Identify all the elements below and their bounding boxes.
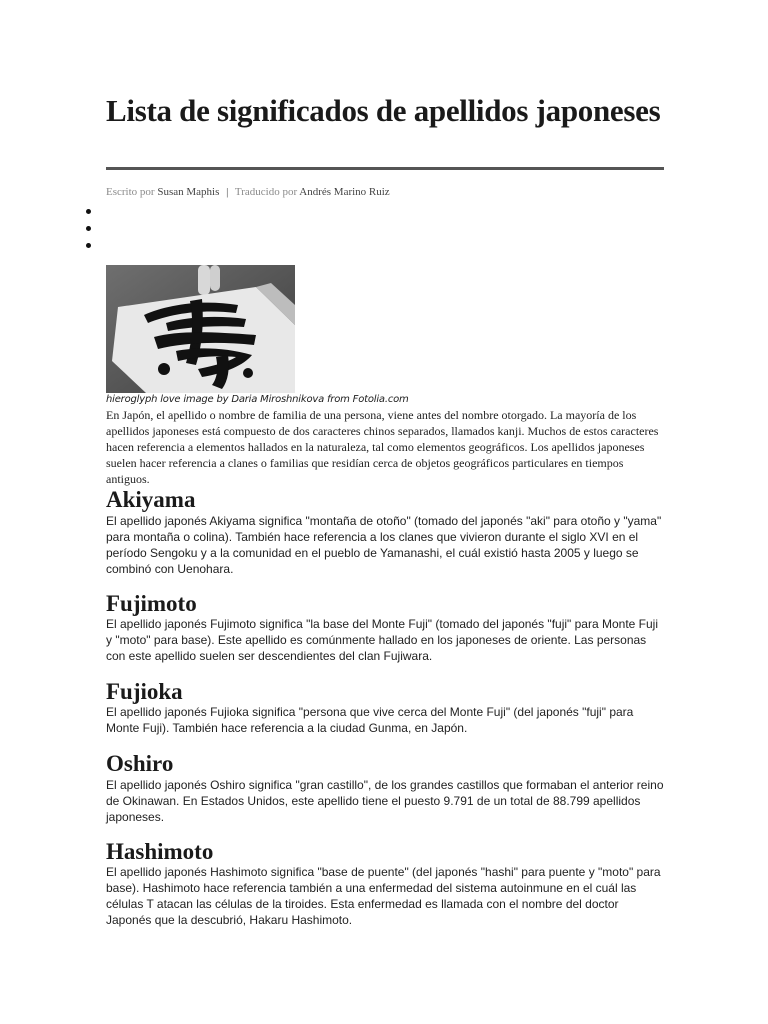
byline — [106, 186, 390, 198]
byline-translated-prefix: Traducido por — [234, 186, 298, 198]
bullet-icon — [86, 243, 91, 248]
section-body: El apellido japonés Oshiro significa "gran castillo", de los grandes castillos que formaban el anterior reino de Okinawan. En Estados Unidos, este apellido tiene el puesto 9.791 de un total de 88.799 apellidos japoneses. — [106, 778, 664, 824]
intro-paragraph: En Japón, el apellido o nombre de familia de una persona, viene antes del nombre otorgado. La mayoría de los apellidos japoneses está compuesto de dos caracteres chinos separados, llamados kanji. Muchos de estos caracteres hacen referencia a elementos hallados en la naturaleza, tal como elementos geográficos. Los apellidos japoneses suelen hacer referencia a clanes o familias que residían cerca de objetos geográficos particulares en tiempos antiguos. — [106, 408, 659, 486]
article-title: Lista de significados de apellidos japoneses — [106, 93, 661, 128]
calligraphy-photo — [106, 265, 295, 393]
section-body: El apellido japonés Hashimoto significa "base de puente" (del japonés "hashi" para puente y "moto" para base). Hashimoto hace referencia también a una enfermedad del sistema autoinmune en el cuál las células T atacan las células de la tiroides. Esta enfermedad es llamada con el nombre del doctor Japonés que la descubrió, Hakaru Hashimoto. — [106, 865, 661, 927]
bullet-icon — [86, 226, 91, 231]
byline-author[interactable]: Susan Maphis — [157, 186, 220, 198]
byline-translator[interactable]: Andrés Marino Ruiz — [299, 186, 390, 198]
section-title: Hashimoto — [106, 839, 214, 864]
byline-written-prefix: Escrito por — [106, 186, 155, 198]
section-body: El apellido japonés Fujimoto significa "la base del Monte Fuji" (tomado del japonés "fuji" para Monte Fuji y "moto" para base). Este apellido es comúnmente hallado en los japoneses de oriente. Las personas con este apellido suelen ser descendientes del clan Fujiwara. — [106, 617, 658, 663]
section-body: El apellido japonés Fujioka significa "persona que vive cerca del Monte Fuji" (del japonés "fuji" para Monte Fuji). También hace referencia a la ciudad Gunma, en Japón. — [106, 705, 634, 735]
section-title: Fujimoto — [106, 591, 197, 616]
byline-separator: | — [226, 186, 229, 198]
calligraphy-image — [106, 265, 295, 393]
section-title: Akiyama — [106, 487, 196, 512]
bullet-icon — [86, 209, 91, 214]
title-divider — [106, 167, 664, 170]
section-title: Oshiro — [106, 751, 174, 776]
section-body: El apellido japonés Akiyama significa "montaña de otoño" (tomado del japonés "aki" para otoño y "yama" para montaña o colina). También hace referencia a los clanes que vivieron durante el siglo XVI en el período Sengoku y a la comunidad en el pueblo de Yamanashi, el cuál existió hasta 2005 y luego se combinó con Uenohara. — [106, 514, 662, 576]
section-title: Fujioka — [106, 679, 183, 704]
image-caption: hieroglyph love image by Daria Miroshnikova from Fotolia.com — [106, 394, 409, 405]
